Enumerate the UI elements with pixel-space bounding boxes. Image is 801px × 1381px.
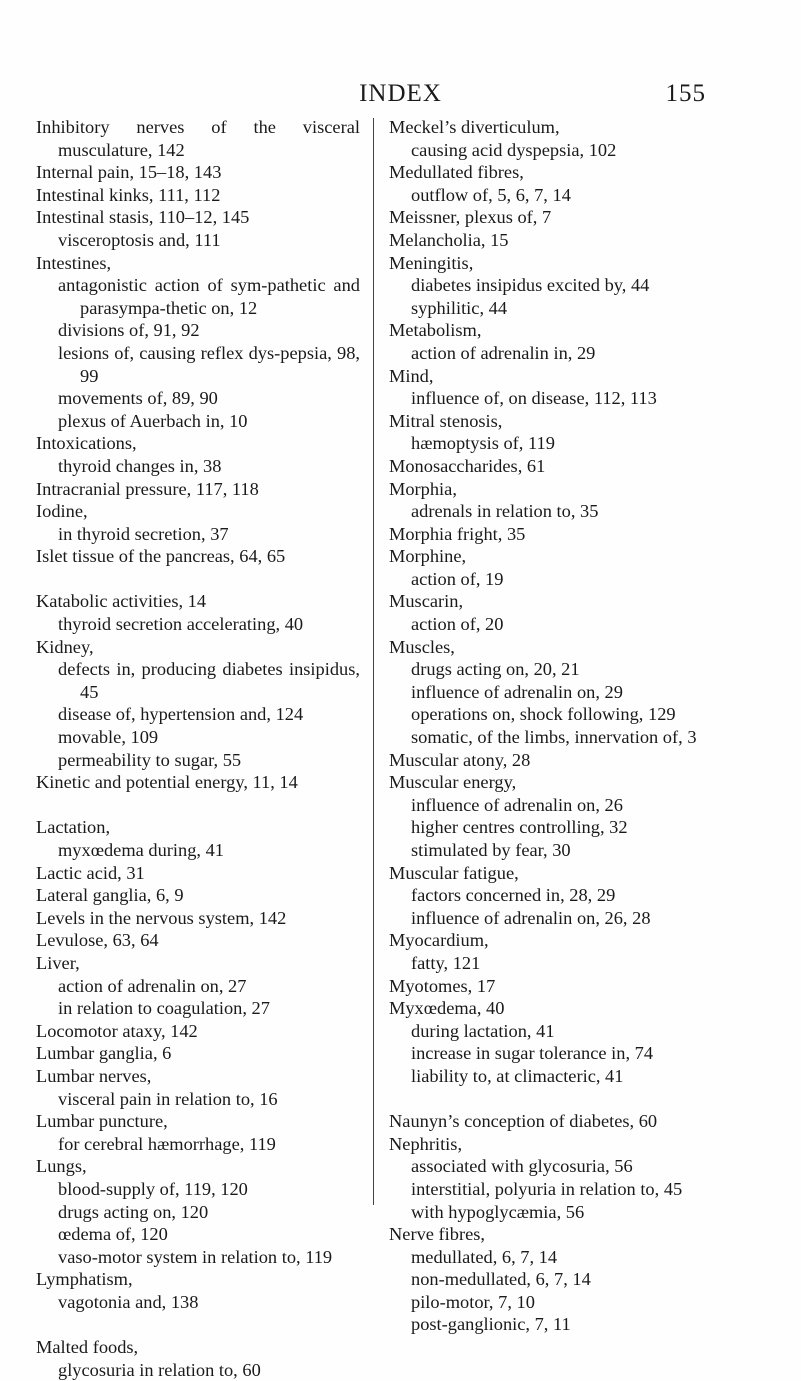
index-subentry: drugs acting on, 120 xyxy=(58,1201,209,1222)
index-entry: Intestinal kinks, 111, 112 xyxy=(36,184,221,205)
index-entry: Mind, xyxy=(389,365,434,386)
index-subentry: drugs acting on, 20, 21 xyxy=(411,659,580,680)
index-subentry: influence of adrenalin on, 26, 28 xyxy=(411,907,651,928)
index-subentry: causing acid dyspepsia, 102 xyxy=(411,139,617,160)
index-entry: Morphia fright, 35 xyxy=(389,523,526,544)
index-subentry: antagonistic action of sym-pathetic and parasympa-thetic on, 12 xyxy=(58,275,360,318)
index-entry: Intestinal stasis, 110–12, 145 xyxy=(36,207,250,228)
index-subentry: outflow of, 5, 6, 7, 14 xyxy=(411,184,571,205)
index-subentry: action of adrenalin on, 27 xyxy=(58,975,247,996)
index-entry: Lungs, xyxy=(36,1156,87,1177)
index-entry: Muscular energy, xyxy=(389,772,517,793)
index-entry: Kidney, xyxy=(36,636,94,657)
index-entry: Locomotor ataxy, 142 xyxy=(36,1020,198,1041)
index-entry: Intoxications, xyxy=(36,433,137,454)
index-subentry: movements of, 89, 90 xyxy=(58,388,218,409)
index-entry: Internal pain, 15–18, 143 xyxy=(36,162,222,183)
index-subentry: factors concerned in, 28, 29 xyxy=(411,885,616,906)
section-gap xyxy=(389,1088,707,1111)
index-subentry: divisions of, 91, 92 xyxy=(58,320,200,341)
index-entry: Monosaccharides, 61 xyxy=(389,455,546,476)
index-subentry: vaso-motor system in relation to, 119 xyxy=(58,1246,333,1267)
index-entry: Myocardium, xyxy=(389,930,489,951)
index-entry: Iodine, xyxy=(36,501,88,522)
index-subentry: hæmoptysis of, 119 xyxy=(411,433,555,454)
index-subentry: glycosuria in relation to, 60 xyxy=(58,1359,261,1380)
index-subentry: action of, 20 xyxy=(411,614,504,635)
index-entry: Morphine, xyxy=(389,546,467,567)
index-entry: Meckel’s diverticulum, xyxy=(389,117,560,137)
index-subentry: post-ganglionic, 7, 11 xyxy=(411,1314,571,1335)
index-subentry: myxœdema during, 41 xyxy=(58,840,225,860)
index-subentry: blood-supply of, 119, 120 xyxy=(58,1178,248,1199)
index-subentry: lesions of, causing reflex dys-pepsia, 98, 99 xyxy=(58,342,360,386)
index-subentry: disease of, hypertension and, 124 xyxy=(58,704,304,725)
index-entry: Muscular atony, 28 xyxy=(389,749,531,770)
index-subentry: pilo-motor, 7, 10 xyxy=(411,1291,535,1312)
index-entry: Intracranial pressure, 117, 118 xyxy=(36,478,259,499)
index-entry: Myotomes, 17 xyxy=(389,975,496,996)
index-subentry: visceral pain in relation to, 16 xyxy=(58,1088,278,1109)
section-gap xyxy=(36,1313,360,1336)
index-entry: Myxœdema, 40 xyxy=(389,998,505,1019)
index-subentry: influence of, on disease, 112, 113 xyxy=(411,388,657,409)
index-subentry: œdema of, 120 xyxy=(58,1224,168,1245)
index-column-left xyxy=(36,116,360,1381)
page-header xyxy=(0,80,801,112)
index-subentry: operations on, shock following, 129 xyxy=(411,704,676,725)
index-subentry: visceroptosis and, 111 xyxy=(58,229,221,250)
index-subentry: movable, 109 xyxy=(58,727,159,748)
index-entry: Lactation, xyxy=(36,817,111,838)
index-entry: Melancholia, 15 xyxy=(389,229,509,250)
index-subentry: diabetes insipidus excited by, 44 xyxy=(411,275,650,296)
index-subentry: syphilitic, 44 xyxy=(411,297,508,318)
index-entry: Mitral stenosis, xyxy=(389,410,503,431)
index-entry: Inhibitory nerves of the visceral musculature, 142 xyxy=(36,117,360,160)
index-entry: Nephritis, xyxy=(389,1133,463,1154)
index-entry: Intestines, xyxy=(36,252,112,273)
index-entry: Meissner, plexus of, 7 xyxy=(389,207,552,228)
index-entry: Meningitis, xyxy=(389,252,474,273)
index-subentry: influence of adrenalin on, 26 xyxy=(411,794,623,815)
index-entry: Lactic acid, 31 xyxy=(36,862,145,883)
index-entry: Islet tissue of the pancreas, 64, 65 xyxy=(36,546,286,567)
index-entry: Levulose, 63, 64 xyxy=(36,930,159,951)
section-gap xyxy=(36,794,360,817)
index-subentry: vagotonia and, 138 xyxy=(58,1291,199,1312)
index-subentry: adrenals in relation to, 35 xyxy=(411,501,599,522)
index-entry: Katabolic activities, 14 xyxy=(36,591,207,612)
index-subentry: with hypoglycæmia, 56 xyxy=(411,1201,585,1222)
index-entry: Medullated fibres, xyxy=(389,162,524,183)
index-entry: Nerve fibres, xyxy=(389,1224,485,1245)
index-entry: Muscles, xyxy=(389,636,455,657)
index-entry: Lumbar nerves, xyxy=(36,1065,152,1086)
index-subentry: in thyroid secretion, 37 xyxy=(58,523,229,544)
index-subentry: for cerebral hæmorrhage, 119 xyxy=(58,1133,276,1154)
index-entry: Naunyn’s conception of diabetes, 60 xyxy=(389,1111,658,1132)
index-subentry: influence of adrenalin on, 29 xyxy=(411,681,623,702)
index-entry: Metabolism, xyxy=(389,320,482,341)
index-entry: Lumbar ganglia, 6 xyxy=(36,1043,172,1064)
page-number: 155 xyxy=(665,80,706,107)
index-subentry: defects in, producing diabetes insipidus, 45 xyxy=(58,659,360,702)
index-entry: Lateral ganglia, 6, 9 xyxy=(36,885,184,906)
index-subentry: associated with glycosuria, 56 xyxy=(411,1156,633,1177)
index-column-right xyxy=(389,116,707,1336)
index-subentry: permeability to sugar, 55 xyxy=(58,749,242,770)
index-subentry: fatty, 121 xyxy=(411,952,481,973)
index-subentry: medullated, 6, 7, 14 xyxy=(411,1246,558,1267)
index-subentry: interstitial, polyuria in relation to, 45 xyxy=(411,1178,683,1199)
index-subentry: action of adrenalin in, 29 xyxy=(411,342,596,363)
column-divider xyxy=(373,118,374,1205)
index-subentry: in relation to coagulation, 27 xyxy=(58,998,270,1019)
index-subentry: thyroid changes in, 38 xyxy=(58,455,222,476)
index-subentry: during lactation, 41 xyxy=(411,1020,555,1041)
index-subentry: increase in sugar tolerance in, 74 xyxy=(411,1043,654,1064)
index-subentry: non-medullated, 6, 7, 14 xyxy=(411,1269,591,1290)
index-entry: Kinetic and potential energy, 11, 14 xyxy=(36,772,298,793)
index-subentry: action of, 19 xyxy=(411,568,504,589)
index-entry: Lumbar puncture, xyxy=(36,1111,168,1132)
index-subentry: plexus of Auerbach in, 10 xyxy=(58,410,248,431)
index-subentry: stimulated by fear, 30 xyxy=(411,840,571,860)
index-entry: Morphia, xyxy=(389,478,457,499)
index-subentry: liability to, at climacteric, 41 xyxy=(411,1065,624,1086)
index-entry: Lymphatism, xyxy=(36,1269,133,1290)
index-entry: Muscarin, xyxy=(389,591,464,612)
index-entry: Liver, xyxy=(36,952,80,973)
index-entry: Muscular fatigue, xyxy=(389,862,519,883)
index-entry: Malted foods, xyxy=(36,1337,139,1358)
section-gap xyxy=(36,568,360,591)
index-subentry: thyroid secretion accelerating, 40 xyxy=(58,614,304,635)
page-title: INDEX xyxy=(359,80,442,107)
index-subentry: somatic, of the limbs, innervation of, 3 xyxy=(411,727,697,748)
index-subentry: higher centres controlling, 32 xyxy=(411,817,628,838)
index-entry: Levels in the nervous system, 142 xyxy=(36,907,287,928)
